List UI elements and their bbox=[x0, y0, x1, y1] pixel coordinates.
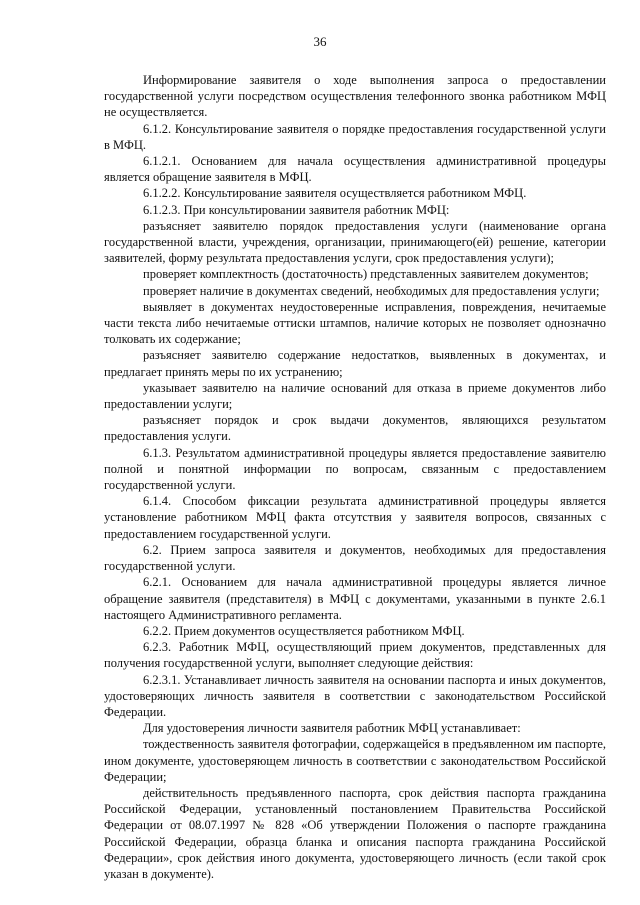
paragraph-6-2: 6.2. Прием запроса заявителя и документов, необходимых для предоставления государственной услуги. bbox=[104, 542, 606, 574]
paragraph-6-1-2-2: 6.1.2.2. Консультирование заявителя осуществляется работником МФЦ. bbox=[143, 186, 527, 201]
paragraph-issuance-procedure: разъясняет порядок и срок выдачи документов, являющихся результатом предоставления услуги. bbox=[104, 413, 606, 444]
paragraph-passport-validity: действительность предъявленного паспорта, срок действия паспорта гражданина Российской Федерации, установленный постановлением Правительства Российской Федерации от 08.07.1997 № 828 «Об утверждении Положения о паспорте гражданина Российской Федерации, образца бланка и описания паспорта гражданина Российской Федерации», срок действия иного документа, удостоверяющего личность (если такой срок указан в документе). bbox=[104, 785, 606, 881]
paragraph-6-1-4: 6.1.4. Способом фиксации результата административной процедуры является установление работником МФЦ факта отсутствия у заявителя вопросов, связанных с предоставлением государственной услуги. bbox=[104, 494, 606, 541]
paragraph-6-2-1: 6.2.1. Основанием для начала административной процедуры является личное обращение заявителя (представителя) в МФЦ с документами, указанными в пункте 2.6.1 настоящего Административного регламента. bbox=[104, 575, 606, 622]
paragraph-6-1-2-1: 6.1.2.1. Основанием для начала осуществления административной процедуры является обращение заявителя в МФЦ. bbox=[104, 154, 606, 185]
paragraph-checks-information: проверяет наличие в документах сведений, необходимых для предоставления услуги; bbox=[143, 283, 600, 298]
paragraph-identifies-corrections: выявляет в документах неудостоверенные исправления, повреждения, нечитаемые части текста либо нечитаемые оттиски штампов, наличие которых не позволяет однозначно толковать их содержание; bbox=[104, 299, 606, 347]
paragraph-refusal-grounds: указывает заявителю на наличие оснований для отказа в приеме документов либо предоставлении услуги; bbox=[104, 380, 606, 412]
paragraph-6-1-2-3: 6.1.2.3. При консультировании заявителя работник МФЦ: bbox=[143, 202, 450, 217]
paragraph-identity-verification: Для удостоверения личности заявителя работник МФЦ устанавливает: bbox=[143, 721, 521, 736]
page-number: 36 bbox=[313, 34, 327, 49]
paragraph-info-phone: Информирование заявителя о ходе выполнения запроса о предоставлении государственной услуги посредством осуществления телефонного звонка работником МФЦ не осуществляется. bbox=[104, 73, 606, 120]
paragraph-6-1-3: 6.1.3. Результатом административной процедуры является предоставление заявителю полной и понятной информации по вопросам, связанным с предоставлением государственной услуги. bbox=[104, 445, 606, 493]
paragraph-explains-procedure: разъясняет заявителю порядок предоставления услуги (наименование органа государственной власти, учреждения, организации, принимающего(ей) решение, категории заявителей, форму результата предоставления услуги, срок предоставления услуги); bbox=[104, 218, 606, 266]
paragraph-6-1-2: 6.1.2. Консультирование заявителя о порядке предоставления государственной услуги в МФЦ. bbox=[104, 121, 606, 152]
paragraph-6-2-2: 6.2.2. Прием документов осуществляется работником МФЦ. bbox=[143, 623, 465, 638]
document-body bbox=[104, 72, 606, 882]
paragraph-6-2-3-1: 6.2.3.1. Устанавливает личность заявителя на основании паспорта и иных документов, удостоверяющих личность заявителя в соответствии с законодательством Российской Федерации. bbox=[104, 672, 606, 719]
paragraph-6-2-3: 6.2.3. Работник МФЦ, осуществляющий прием документов, представленных для получения государственной услуги, выполняет следующие действия: bbox=[104, 640, 606, 671]
paragraph-photo-identity: тождественность заявителя фотографии, содержащейся в предъявленном им паспорте, ином документе, удостоверяющем личность в соответствии с законодательством Российской Федерации; bbox=[104, 737, 606, 784]
paragraph-checks-completeness: проверяет комплектность (достаточность) представленных заявителем документов; bbox=[143, 267, 589, 282]
paragraph-explains-shortcomings: разъясняет заявителю содержание недостатков, выявленных в документах, и предлагает принять меры по их устранению; bbox=[104, 348, 606, 379]
